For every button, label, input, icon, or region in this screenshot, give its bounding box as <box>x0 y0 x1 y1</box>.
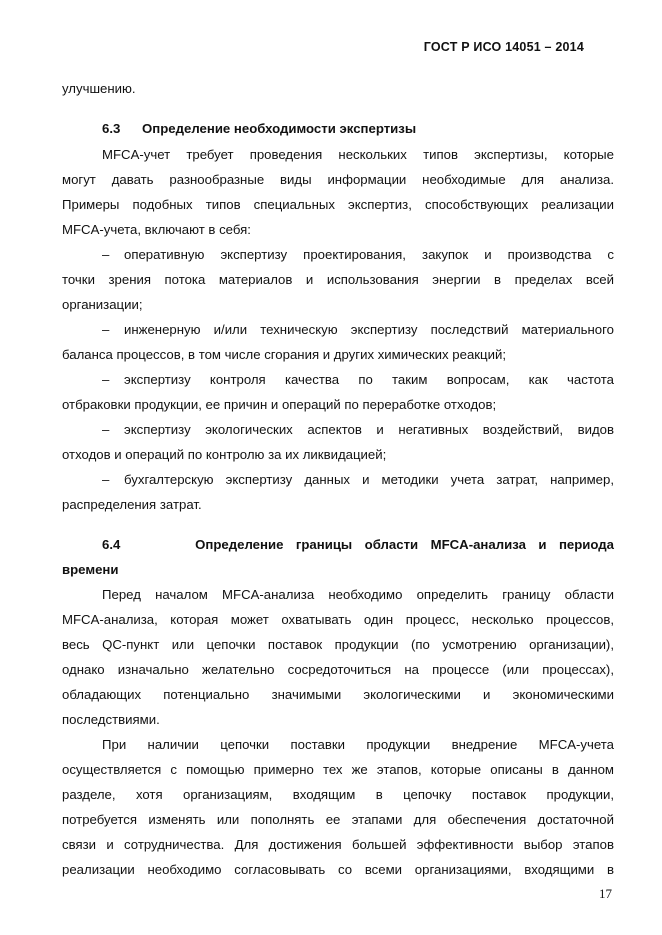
paragraph-line: Перед началом MFCA-анализа необходимо определить границу области <box>102 587 614 602</box>
dash-bullet: – <box>102 247 110 262</box>
paragraph-line: Примеры подобных типов специальных экспертиз, способствующих реализации <box>62 197 614 212</box>
paragraph-line: MFCA-анализа, которая может охватывать один процесс, несколько процессов, <box>62 612 614 627</box>
paragraph-line: осуществляется с помощью примерно тех же этапов, которые описаны в данном <box>62 762 614 777</box>
paragraph-line: связи и сотрудничества. Для достижения большей эффективности выбор этапов <box>62 837 614 852</box>
list-item-line: – экспертизу экологических аспектов и негативных воздействий, видов <box>62 417 614 442</box>
list-item-line: организации; <box>62 297 143 312</box>
standard-header: ГОСТ Р ИСО 14051 – 2014 <box>423 40 584 54</box>
dash-bullet: – <box>102 472 110 487</box>
page-number: 17 <box>599 886 612 901</box>
dash-bullet: – <box>102 322 110 337</box>
list-item-line: – инженерную и/или техническую экспертизу последствий материального <box>62 317 614 342</box>
section-title-line-1: Определение границы области MFCA-анализа и периода <box>195 537 615 552</box>
list-item-line: точки зрения потока материалов и использования энергии в пределах всей <box>62 272 614 287</box>
paragraph-line: весь QC-пункт или цепочки поставок продукции (по усмотрению организации), <box>62 637 614 652</box>
paragraph-line: разделе, хотя организациям, входящим в цепочку поставок продукции, <box>62 787 614 802</box>
paragraph-line: При наличии цепочки поставки продукции внедрение MFCA-учета <box>102 737 614 752</box>
dash-bullet: – <box>102 422 110 437</box>
section-heading-6-3 <box>102 116 416 141</box>
section-title-line-2: времени <box>62 562 119 577</box>
paragraph-line: потребуется изменять или пополнять ее этапами для обеспечения достаточной <box>62 812 614 827</box>
paragraph-line: однако изначально желательно сосредоточиться на процессе (или процессах), <box>62 662 614 677</box>
section-number: 6.3 <box>102 121 121 136</box>
intro-fragment: улучшению. <box>62 81 136 96</box>
paragraph-line: MFCA-учета, включают в себя: <box>62 222 251 237</box>
list-item-line: распределения затрат. <box>62 497 202 512</box>
list-item-line: баланса процессов, в том числе сгорания и других химических реакций; <box>62 347 507 362</box>
list-item-line: – бухгалтерскую экспертизу данных и методики учета затрат, например, <box>62 467 614 492</box>
section-heading-6-4 <box>62 532 614 582</box>
paragraph-line: последствиями. <box>62 712 160 727</box>
dash-bullet: – <box>102 372 110 387</box>
paragraph-line: MFCA-учет требует проведения нескольких типов экспертизы, которые <box>102 147 614 162</box>
paragraph-line: могут давать разнообразные виды информации необходимые для анализа. <box>62 172 614 187</box>
list-item-line: – оперативную экспертизу проектирования, закупок и производства с <box>62 242 614 267</box>
paragraph-line: обладающих потенциально значимыми экологическими и экономическими <box>62 687 614 702</box>
list-item-line: отбраковки продукции, ее причин и операций по переработке отходов; <box>62 397 497 412</box>
list-item-line: отходов и операций по контролю за их ликвидацией; <box>62 447 387 462</box>
section-number: 6.4 <box>102 537 121 552</box>
list-item-line: – экспертизу контроля качества по таким вопросам, как частота <box>62 367 614 392</box>
paragraph-line: реализации необходимо согласовывать со всеми организациями, входящими в <box>62 862 614 877</box>
section-title: Определение необходимости экспертизы <box>142 121 417 136</box>
